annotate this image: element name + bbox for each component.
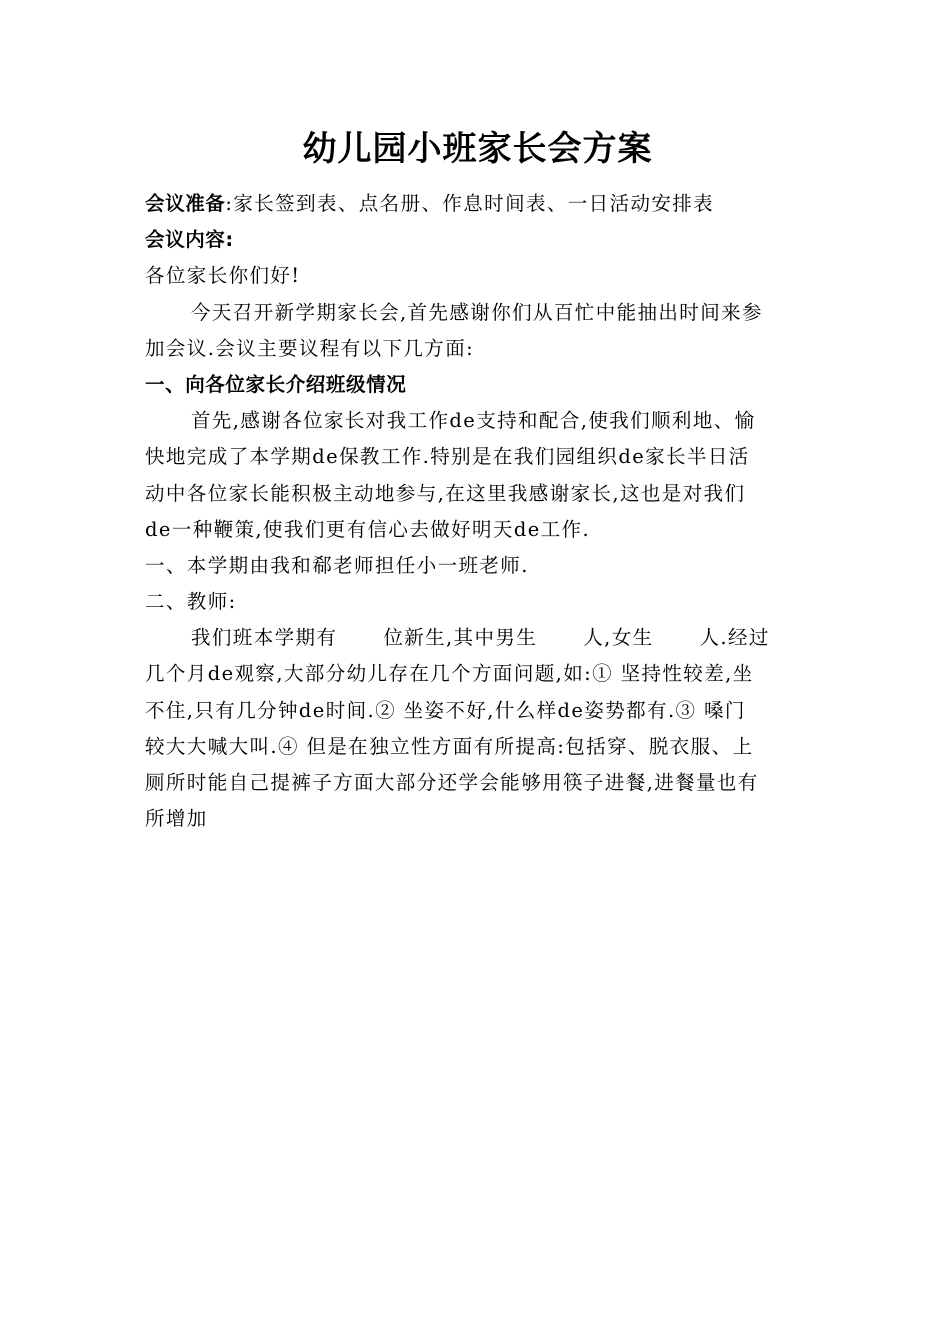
meeting-preparation (145, 186, 810, 222)
students-text: 我们班本学期有 (191, 626, 338, 650)
section-heading: 一、向各位家长介绍班级情况 (145, 372, 407, 396)
meeting-content-label: 会议内容: (145, 228, 234, 252)
paragraph-line: de一种鞭策,使我们更有信心去做好明天de工作. (145, 517, 591, 541)
students-line (145, 620, 810, 656)
list-item: 一、本学期由我和郗老师担任小一班老师. (145, 553, 529, 577)
document-body (145, 186, 810, 837)
paragraph-line: 快地完成了本学期de保教工作.特别是在我们园组织de家长半日活 (145, 445, 750, 469)
meeting-preparation-label: 会议准备 (145, 192, 226, 215)
paragraph-line: 厕所时能自己提裤子方面大部分还学会能够用筷子进餐,进餐量也有 (145, 771, 759, 794)
paragraph-line: 几个月de观察,大部分幼儿存在几个方面问题,如:① 坚持性较差,坐 (145, 662, 754, 686)
list-item: 二、教师: (145, 590, 237, 614)
document-title: 幼儿园小班家长会方案 (302, 129, 653, 169)
students-text: 人,女生 (583, 626, 654, 650)
paragraph-line: 所增加 (145, 807, 208, 831)
intro-line: 今天召开新学期家长会,首先感谢你们从百忙中能抽出时间来参 (191, 300, 763, 324)
greeting: 各位家长你们好! (145, 264, 301, 288)
paragraph-line: 首先,感谢各位家长对我工作de支持和配合,使我们顺利地、愉 (191, 409, 756, 433)
intro-line: 加会议.会议主要议程有以下几方面: (145, 336, 475, 360)
paragraph-line: 不住,只有几分钟de时间.② 坐姿不好,什么样de姿势都有.③ 嗓门 (145, 698, 746, 722)
meeting-preparation-text: :家长签到表、点名册、作息时间表、一日活动安排表 (225, 192, 715, 215)
students-text: 人.经过 (699, 626, 770, 650)
students-text: 位新生,其中男生 (383, 626, 538, 650)
paragraph-line: 较大大喊大叫.④ 但是在独立性方面有所提高:包括穿、脱衣服、上 (145, 734, 754, 758)
paragraph-line: 动中各位家长能积极主动地参与,在这里我感谢家长,这也是对我们 (145, 481, 746, 505)
